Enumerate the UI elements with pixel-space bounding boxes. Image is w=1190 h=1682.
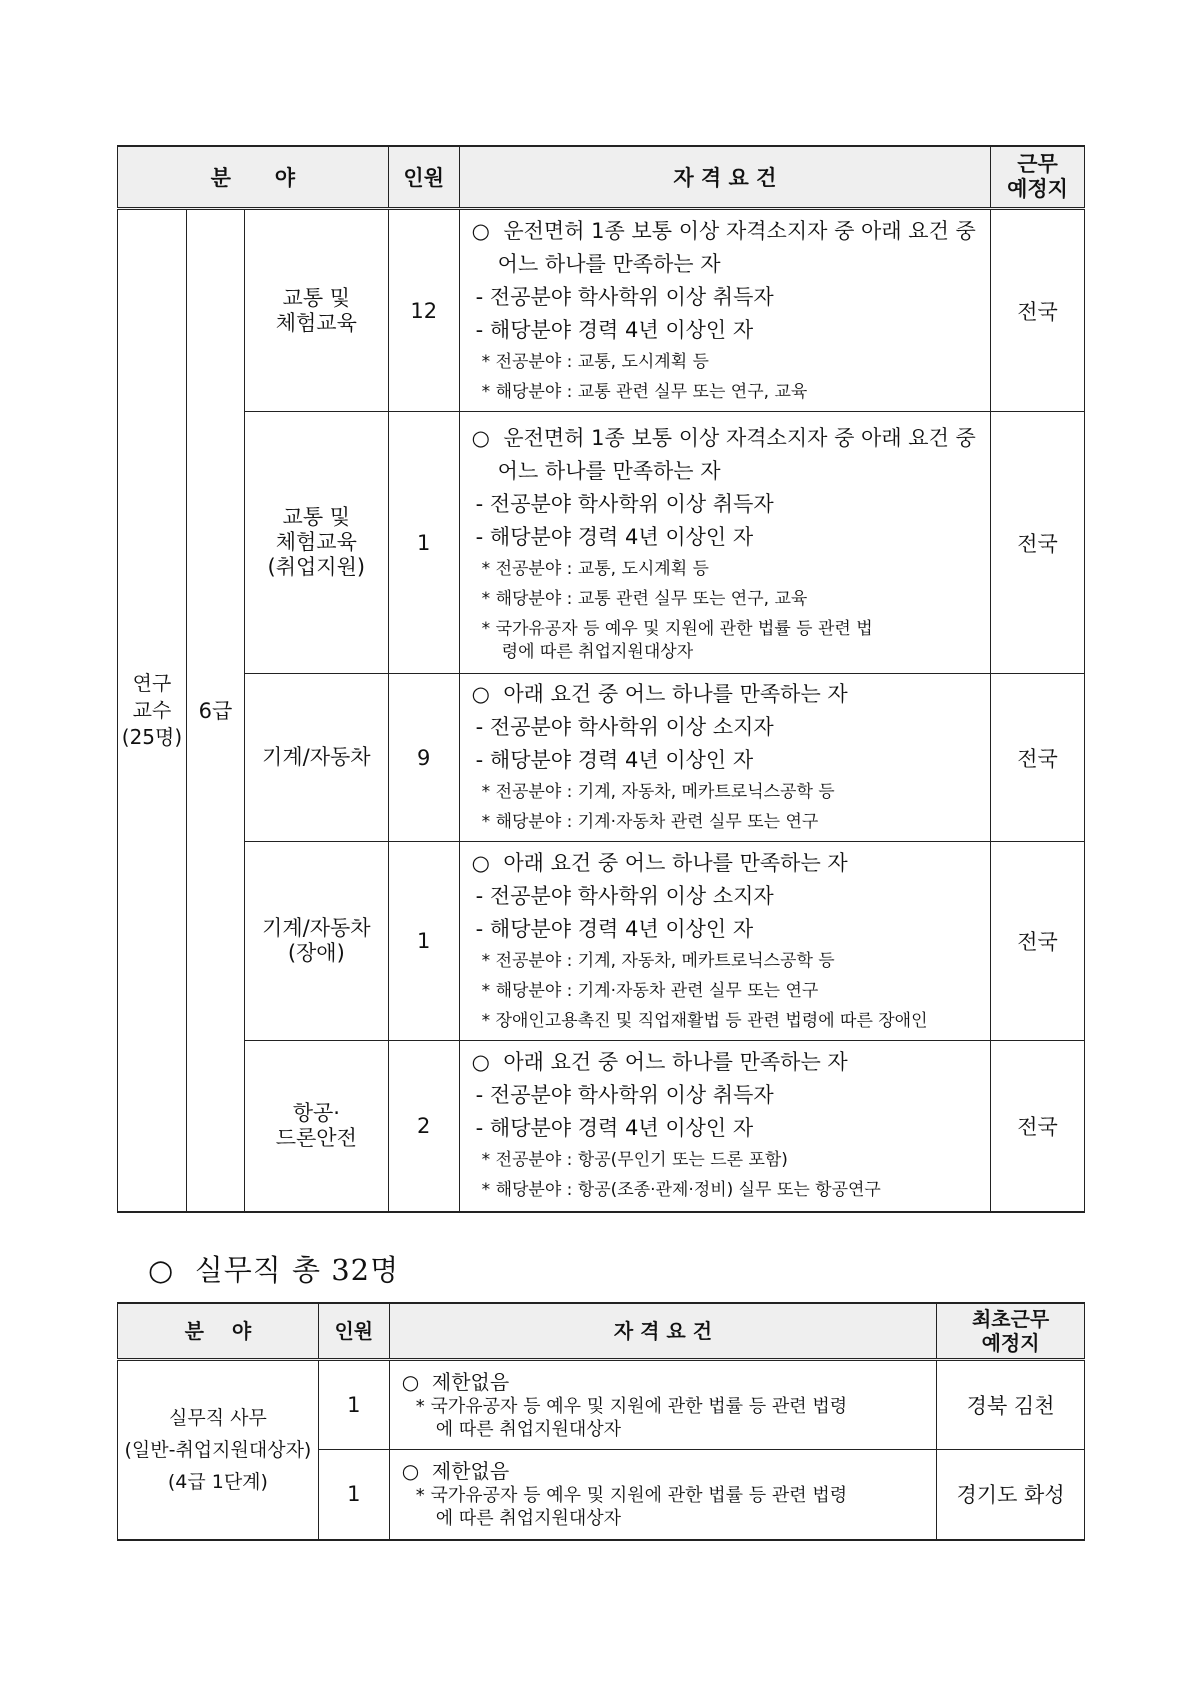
field-line: 항공· — [292, 1100, 340, 1125]
count-cell: 1 — [318, 1360, 389, 1450]
field-line: 체험교육 — [275, 310, 357, 335]
location-cell: 전국 — [991, 209, 1085, 412]
field-cell — [244, 412, 388, 674]
requirement-line: 어느 하나를 만족하는 자 — [497, 458, 721, 483]
header-location-line2: 예정지 — [1007, 177, 1068, 201]
field-line: 드론안전 — [275, 1125, 357, 1150]
count-cell: 12 — [388, 209, 459, 412]
field-cell — [244, 842, 388, 1041]
requirement-note: * 전공분야 : 교통, 도시계획 등 — [481, 351, 709, 372]
field-line: (취업지원) — [267, 555, 366, 579]
requirement-note: * 국가유공자 등 예우 및 지원에 관한 법률 등 관련 법 — [481, 618, 873, 639]
requirement-line: 어느 하나를 만족하는 자 — [497, 251, 721, 276]
grade-cell: 6급 — [186, 209, 244, 1212]
field-line: 기계/자동차 — [262, 916, 371, 940]
category-line: (25명) — [121, 724, 183, 749]
table-row — [118, 1041, 1085, 1212]
requirement-note: * 해당분야 : 교통 관련 실무 또는 연구, 교육 — [481, 588, 808, 609]
field-line: (4급 1단계) — [167, 1470, 268, 1493]
requirement-line: - 전공분야 학사학위 이상 취득자 — [475, 1083, 774, 1108]
practical-staff-table — [117, 1302, 1085, 1541]
category-line: 연구 — [132, 670, 172, 695]
field-line: 기계/자동차 — [262, 745, 371, 769]
requirement-note: * 해당분야 : 교통 관련 실무 또는 연구, 교육 — [481, 381, 808, 402]
requirements-cell — [459, 842, 990, 1041]
field-line: (일반-취업지원대상자) — [124, 1438, 312, 1461]
location-cell: 경기도 화성 — [937, 1450, 1085, 1540]
requirement-line: - 해당분야 경력 4년 이상인 자 — [475, 1116, 754, 1141]
category-line: 교수 — [132, 697, 172, 722]
requirement-line: ○ 제한없음 — [401, 1459, 510, 1484]
requirement-line: ○ 아래 요건 중 어느 하나를 만족하는 자 — [471, 850, 848, 875]
table-row — [118, 674, 1085, 842]
location-cell: 전국 — [991, 412, 1085, 674]
header-location-line1: 근무 — [1017, 152, 1058, 176]
requirement-note: * 해당분야 : 기계·자동차 관련 실무 또는 연구 — [481, 812, 819, 832]
requirement-note: * 해당분야 : 항공(조종·관제·정비) 실무 또는 항공연구 — [481, 1180, 881, 1201]
requirement-line: - 해당분야 경력 4년 이상인 자 — [475, 317, 754, 342]
table-row — [118, 1360, 1085, 1450]
location-cell: 전국 — [991, 842, 1085, 1041]
location-cell: 전국 — [991, 674, 1085, 842]
field-cell — [244, 1041, 388, 1212]
header-location — [991, 146, 1085, 209]
requirements-cell — [459, 1041, 990, 1212]
requirement-note: * 전공분야 : 기계, 자동차, 메카트로닉스공학 등 — [481, 950, 835, 971]
requirement-note: 에 따른 취업지원대상자 — [435, 1508, 622, 1530]
count-cell: 1 — [318, 1450, 389, 1540]
header-requirements: 자 격 요 건 — [389, 1303, 936, 1360]
field-cell — [244, 674, 388, 842]
requirements-cell — [459, 412, 990, 674]
table-row — [118, 209, 1085, 412]
requirement-note: * 전공분야 : 항공(무인기 또는 드론 포함) — [481, 1150, 788, 1171]
header-count: 인원 — [388, 146, 459, 209]
requirement-line: - 해당분야 경력 4년 이상인 자 — [475, 916, 754, 941]
requirement-note: 에 따른 취업지원대상자 — [435, 1419, 622, 1440]
header-field: 분 야 — [118, 1303, 319, 1360]
requirements-cell — [459, 674, 990, 842]
field-cell — [244, 209, 388, 412]
header-requirements: 자 격 요 건 — [459, 146, 990, 209]
requirement-line: ○ 아래 요건 중 어느 하나를 만족하는 자 — [471, 682, 848, 706]
requirement-line: - 전공분야 학사학위 이상 취득자 — [475, 491, 774, 516]
requirement-note: * 국가유공자 등 예우 및 지원에 관한 법률 등 관련 법령 — [415, 1396, 848, 1417]
requirement-line: - 전공분야 학사학위 이상 소지자 — [475, 883, 774, 908]
requirement-note: * 국가유공자 등 예우 및 지원에 관한 법률 등 관련 법령 — [415, 1485, 848, 1507]
requirement-line: - 해당분야 경력 4년 이상인 자 — [475, 748, 754, 772]
requirement-note: * 해당분야 : 기계·자동차 관련 실무 또는 연구 — [481, 980, 819, 1001]
table-header-row — [118, 146, 1085, 209]
count-cell: 2 — [388, 1041, 459, 1212]
location-cell: 전국 — [991, 1041, 1085, 1212]
requirement-line: - 전공분야 학사학위 이상 취득자 — [475, 284, 774, 309]
requirement-line: ○ 운전면허 1종 보통 이상 자격소지자 중 아래 요건 중 — [471, 425, 976, 450]
requirement-note: * 전공분야 : 기계, 자동차, 메카트로닉스공학 등 — [481, 782, 835, 802]
field-cell — [118, 1360, 319, 1540]
count-cell: 1 — [388, 412, 459, 674]
header-location-line2: 예정지 — [981, 1331, 1040, 1355]
count-cell: 9 — [388, 674, 459, 842]
section-heading: ○ 실무직 총 32명 — [148, 1253, 400, 1287]
requirement-note: * 장애인고용촉진 및 직업재활법 등 관련 법령에 따른 장애인 — [481, 1010, 928, 1031]
requirement-line: ○ 운전면허 1종 보통 이상 자격소지자 중 아래 요건 중 — [471, 218, 976, 243]
requirement-note: 령에 따른 취업지원대상자 — [501, 641, 694, 662]
field-line: 교통 및 — [282, 285, 351, 310]
requirements-cell — [459, 209, 990, 412]
research-professor-table — [117, 145, 1085, 1213]
requirement-line: - 해당분야 경력 4년 이상인 자 — [475, 524, 754, 549]
requirement-line: ○ 제한없음 — [401, 1370, 510, 1394]
requirements-cell — [389, 1450, 936, 1540]
header-field: 분 야 — [118, 146, 389, 209]
header-location — [937, 1303, 1085, 1360]
location-cell: 경북 김천 — [937, 1360, 1085, 1450]
requirement-line: - 전공분야 학사학위 이상 소지자 — [475, 715, 774, 739]
field-line: (장애) — [287, 941, 345, 965]
count-cell: 1 — [388, 842, 459, 1041]
field-line: 체험교육 — [275, 530, 357, 554]
header-location-line1: 최초근무 — [971, 1307, 1050, 1331]
table-header-row — [118, 1303, 1085, 1360]
header-count: 인원 — [318, 1303, 389, 1360]
requirement-note: * 전공분야 : 교통, 도시계획 등 — [481, 558, 709, 579]
category-cell — [118, 209, 187, 1212]
requirement-line: ○ 아래 요건 중 어느 하나를 만족하는 자 — [471, 1050, 848, 1075]
field-line: 교통 및 — [282, 505, 351, 529]
table-row — [118, 412, 1085, 674]
field-line: 실무직 사무 — [169, 1406, 267, 1429]
requirements-cell — [389, 1360, 936, 1450]
table-row — [118, 842, 1085, 1041]
